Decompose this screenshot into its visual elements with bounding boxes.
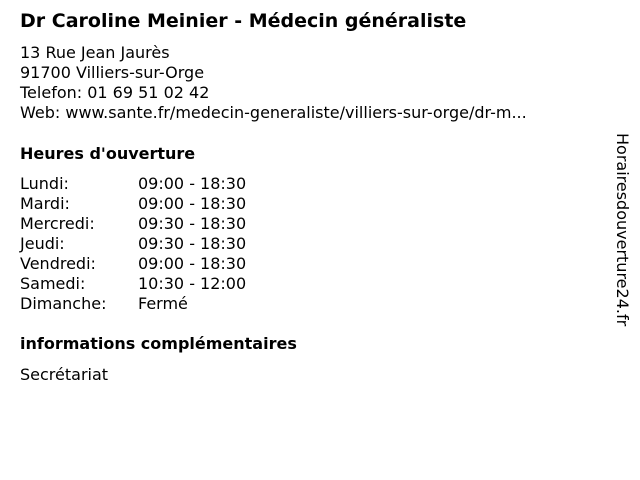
phone-number: Telefon: 01 69 51 02 42 bbox=[20, 83, 210, 102]
city-address: 91700 Villiers-sur-Orge bbox=[20, 63, 205, 82]
day-label: Mardi: bbox=[20, 194, 70, 213]
day-label: Jeudi: bbox=[20, 234, 65, 253]
page-title: Dr Caroline Meinier - Médecin généraliste bbox=[20, 10, 467, 32]
street-address: 13 Rue Jean Jaurès bbox=[20, 43, 170, 62]
time-range: 09:00 - 18:30 bbox=[138, 174, 247, 193]
website-link[interactable]: Web: www.sante.fr/medecin-generaliste/villiers-sur-orge/dr-m... bbox=[20, 103, 527, 122]
day-label: Vendredi: bbox=[20, 254, 96, 273]
hours-heading: Heures d'ouverture bbox=[20, 144, 196, 163]
info-heading: informations complémentaires bbox=[20, 334, 297, 353]
time-range: 10:30 - 12:00 bbox=[138, 274, 247, 293]
time-range: Fermé bbox=[138, 294, 188, 313]
day-label: Mercredi: bbox=[20, 214, 95, 233]
day-label: Dimanche: bbox=[20, 294, 107, 313]
time-range: 09:00 - 18:30 bbox=[138, 194, 247, 213]
day-label: Samedi: bbox=[20, 274, 86, 293]
info-text: Secrétariat bbox=[20, 365, 109, 384]
time-range: 09:00 - 18:30 bbox=[138, 254, 247, 273]
address-block bbox=[20, 43, 527, 123]
time-range: 09:30 - 18:30 bbox=[138, 214, 247, 233]
day-label: Lundi: bbox=[20, 174, 69, 193]
site-watermark-label: Horairesdouverture24.fr bbox=[613, 133, 632, 327]
time-range: 09:30 - 18:30 bbox=[138, 234, 247, 253]
